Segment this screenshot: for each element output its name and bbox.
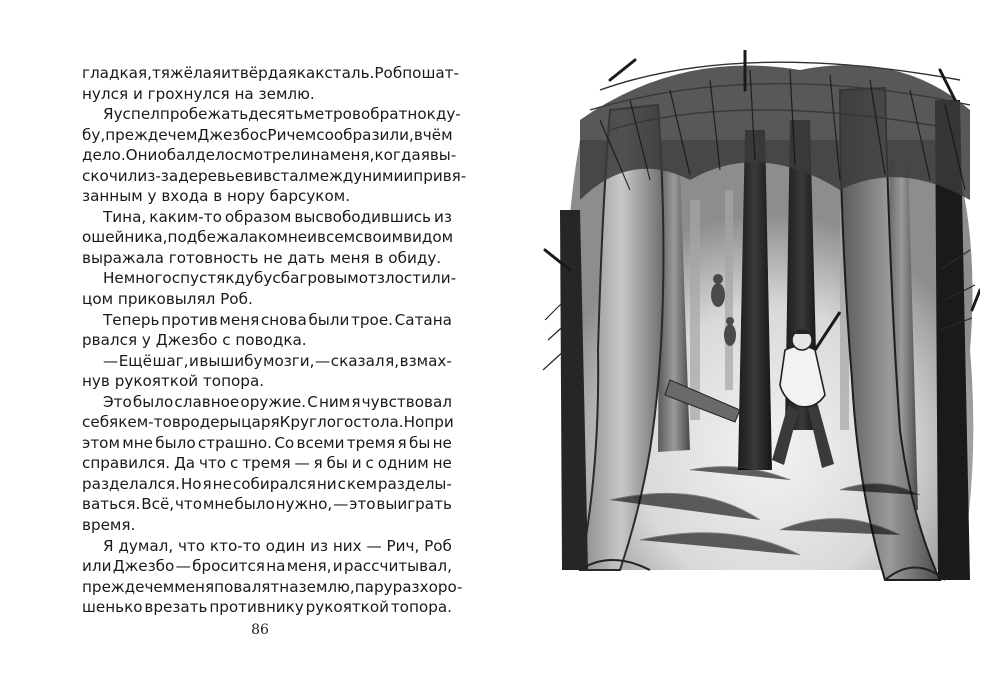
text-line: Я успел пробежать десять метров обратно к ду- (103, 105, 461, 124)
page-number: 86 (251, 622, 269, 638)
text-line: Я думал, что кто-то один из них — Рич, Роб (103, 536, 452, 555)
text-line: разделался. Но я не собирался ни с кем разделы- (82, 474, 452, 493)
text-line: выражала готовность не дать меня в обиду. (82, 248, 442, 267)
text-line: ваться. Всё, что мне было нужно, — это выиграть (82, 495, 452, 514)
right-page (500, 0, 1000, 689)
text-line: справился. Да что с тремя — я бы и с одним не (82, 454, 452, 473)
text-line: рвался у Джезбо с поводка. (82, 331, 307, 350)
text-line: прежде чем меня повалят на землю, пару раз хоро- (82, 577, 463, 596)
text-line: время. (82, 516, 136, 535)
text-line: или Джезбо — бросится на меня, и рассчитывал, (82, 557, 452, 576)
text-line: Немного спустя к дубу с багровым от злости ли- (103, 269, 457, 288)
forest-illustration (540, 50, 980, 610)
text-line: этом мне было страшно. Со всеми тремя я бы не (82, 433, 452, 452)
text-line: себя кем-то вроде рыцаря Круглого стола. Но при (82, 413, 454, 432)
text-line: скочил из-за деревьев и встал между ними и привя- (82, 166, 467, 185)
text-line: гладкая, тяжёлая и твёрдая как сталь. Роб пошат- (82, 64, 459, 82)
text-line: бу, прежде чем Джезбо с Ричем сообразили, в чём (82, 125, 453, 144)
text-line: цом приковылял Роб. (82, 290, 253, 309)
text-line: Это было славное оружие. С ним я чувствовал (103, 392, 452, 411)
text-line: шенько врезать противнику рукояткой топора. (82, 598, 452, 617)
text-line: нулся и грохнулся на землю. (82, 84, 315, 103)
text-line: Тина, каким-то образом высвободившись из (103, 207, 452, 226)
text-line: ошейника, подбежала ко мне и всем своим видом (82, 228, 454, 247)
text-line: дело. Они обалдело смотрели на меня, когда я вы- (82, 146, 457, 165)
body-text (82, 63, 467, 618)
text-line: — Ещё шаг, и вышибу мозги, — сказал я, взмах- (103, 351, 452, 370)
text-line: занным у входа в нору барсуком. (82, 187, 351, 206)
text-line: нув рукояткой топора. (82, 372, 265, 391)
text-line: Теперь против меня снова были трое. Сатана (103, 310, 452, 329)
